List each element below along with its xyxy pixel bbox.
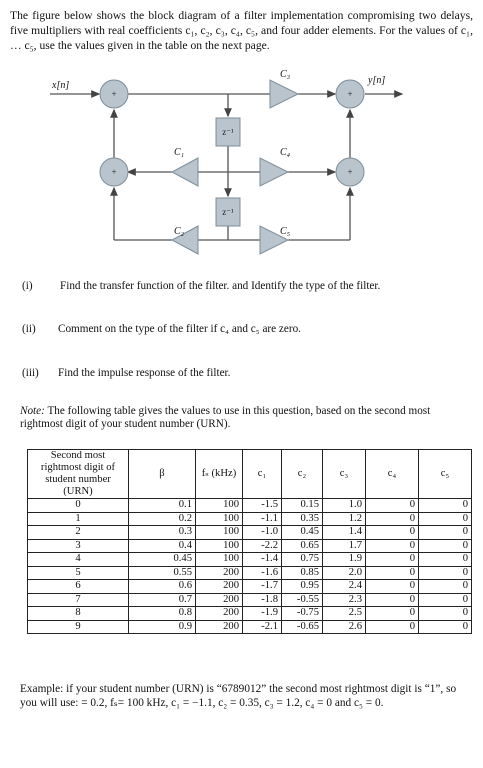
multiplier-c3 [270, 80, 298, 108]
table-cell: 0.75 [282, 553, 323, 567]
table-cell: 100 [196, 526, 243, 540]
header-urn: Second most rightmost digit of student number (URN) [28, 450, 129, 499]
table-cell: 0 [366, 526, 419, 540]
c3-label: C₃ [280, 69, 291, 80]
table-cell: 200 [196, 580, 243, 594]
table-cell: 0.35 [282, 512, 323, 526]
table-cell: 0 [366, 566, 419, 580]
note-text: The following table gives the values to use in this question, based on the second most rightmost digit of your student number (URN). [20, 405, 431, 430]
multiplier-c1 [172, 158, 198, 186]
table-cell: 1.4 [323, 526, 366, 540]
table-cell: 0.55 [129, 566, 196, 580]
table-cell: 0.4 [129, 539, 196, 553]
table-cell: -1.1 [243, 512, 282, 526]
table-cell: 0 [366, 607, 419, 621]
intro-paragraph: The figure below shows the block diagram of a filter implementation compromising two delays, five multipliers with real coefficients c₁, c₂, c₃, c₄, c₅, and four adder elements. For the values of c₁, … c₅, use the values given in the table on the next page. [10, 9, 473, 52]
table-cell: 0.65 [282, 539, 323, 553]
table-row [28, 580, 472, 594]
table-cell: 0.95 [282, 580, 323, 594]
block-diagram [30, 64, 450, 269]
table-cell: 0.45 [282, 526, 323, 540]
table-row [28, 607, 472, 621]
table-cell: 3 [28, 539, 129, 553]
c1-label: C₁ [174, 147, 185, 158]
question-1-text: Find the transfer function of the filter. and Identify the type of the filter. [60, 280, 381, 292]
table-cell: -2.2 [243, 539, 282, 553]
table-cell: 0 [28, 499, 129, 513]
table-cell: 0 [366, 593, 419, 607]
table-cell: 2.3 [323, 593, 366, 607]
table-cell: 0 [419, 620, 472, 634]
header-fs: fₛ (kHz) [196, 450, 243, 499]
table-cell: 1.7 [323, 539, 366, 553]
table-cell: 100 [196, 539, 243, 553]
table-cell: 2.0 [323, 566, 366, 580]
question-3-number: (iii) [22, 367, 39, 379]
table-cell: 0.9 [129, 620, 196, 634]
table-cell: 0 [366, 580, 419, 594]
header-c4: c₄ [366, 450, 419, 499]
table-row [28, 566, 472, 580]
question-2-number: (ii) [22, 323, 36, 335]
table-cell: 4 [28, 553, 129, 567]
table-row [28, 620, 472, 634]
c4-label: C₄ [280, 147, 291, 158]
table-cell: 0 [419, 526, 472, 540]
adder-4-sign: + [347, 167, 353, 177]
table-cell: 0 [366, 553, 419, 567]
c2-label: C₂ [174, 226, 185, 237]
table-cell: 200 [196, 607, 243, 621]
example-text: Example: if your student number (URN) is “6789012” the second most rightmost digit is “1”, so you will use: = 0.2, fₛ= 100 kHz, c₁ = −1.1, c₂ = 0.35, c₃ = 1.2, c₄ = 0 and c₅ = 0. [20, 683, 457, 709]
table-row [28, 512, 472, 526]
table-cell: -0.75 [282, 607, 323, 621]
question-2-text: Comment on the type of the filter if c₄ and c₅ are zero. [58, 323, 301, 335]
output-label: y[n] [368, 75, 386, 86]
delay-1-label: z⁻¹ [222, 127, 234, 137]
table-cell: 6 [28, 580, 129, 594]
table-cell: -1.4 [243, 553, 282, 567]
table-cell: 0.3 [129, 526, 196, 540]
table-cell: 1 [28, 512, 129, 526]
table-cell: 100 [196, 553, 243, 567]
delay-2-label: z⁻¹ [222, 207, 234, 217]
table-cell: 0.85 [282, 566, 323, 580]
table-cell: 8 [28, 607, 129, 621]
input-label: x[n] [52, 80, 70, 91]
table-row [28, 539, 472, 553]
table-row [28, 499, 472, 513]
table-cell: 5 [28, 566, 129, 580]
table-row [28, 593, 472, 607]
multiplier-c4 [260, 158, 288, 186]
question-3-text: Find the impulse response of the filter. [58, 367, 231, 379]
table-row [28, 553, 472, 567]
table-cell: 0.1 [129, 499, 196, 513]
table-cell: 0 [419, 566, 472, 580]
table-cell: 0.2 [129, 512, 196, 526]
adder-1-sign: + [111, 89, 117, 99]
table-cell: 0 [366, 620, 419, 634]
table-cell: 0 [419, 607, 472, 621]
table-cell: -1.5 [243, 499, 282, 513]
header-c2: c₂ [282, 450, 323, 499]
table-cell: -1.9 [243, 607, 282, 621]
table-row [28, 526, 472, 540]
table-cell: 0 [366, 512, 419, 526]
table-cell: 1.9 [323, 553, 366, 567]
table-cell: -2.1 [243, 620, 282, 634]
table-cell: -0.55 [282, 593, 323, 607]
adder-2-sign: + [111, 167, 117, 177]
header-c5: c₅ [419, 450, 472, 499]
table-cell: 1.2 [323, 512, 366, 526]
table-cell: 9 [28, 620, 129, 634]
table-cell: -1.0 [243, 526, 282, 540]
table-cell: -1.8 [243, 593, 282, 607]
c5-label: C₅ [280, 226, 291, 237]
table-cell: 0 [419, 580, 472, 594]
table-cell: 100 [196, 499, 243, 513]
table-cell: -0.65 [282, 620, 323, 634]
table-cell: 0 [419, 499, 472, 513]
header-c3: c₃ [323, 450, 366, 499]
table-cell: 2.4 [323, 580, 366, 594]
table-cell: -1.6 [243, 566, 282, 580]
table-cell: 0 [419, 539, 472, 553]
table-cell: 0 [419, 553, 472, 567]
table-cell: 200 [196, 620, 243, 634]
table-cell: 200 [196, 566, 243, 580]
values-table [27, 449, 472, 634]
header-c1: c₁ [243, 450, 282, 499]
table-cell: 200 [196, 593, 243, 607]
table-cell: -1.7 [243, 580, 282, 594]
table-cell: 0.45 [129, 553, 196, 567]
table-cell: 0.7 [129, 593, 196, 607]
table-cell: 0 [419, 593, 472, 607]
table-cell: 0.6 [129, 580, 196, 594]
table-cell: 7 [28, 593, 129, 607]
table-cell: 2.6 [323, 620, 366, 634]
note [20, 405, 473, 431]
table-cell: 100 [196, 512, 243, 526]
note-label: Note: [20, 405, 45, 417]
table-cell: 2 [28, 526, 129, 540]
header-beta: β [129, 450, 196, 499]
table-cell: 2.5 [323, 607, 366, 621]
adder-3-sign: + [347, 89, 353, 99]
question-1-number: (i) [22, 280, 33, 292]
table-cell: 0.8 [129, 607, 196, 621]
table-cell: 0 [366, 499, 419, 513]
table-cell: 1.0 [323, 499, 366, 513]
table-cell: 0.15 [282, 499, 323, 513]
table-cell: 0 [366, 539, 419, 553]
table-cell: 0 [419, 512, 472, 526]
